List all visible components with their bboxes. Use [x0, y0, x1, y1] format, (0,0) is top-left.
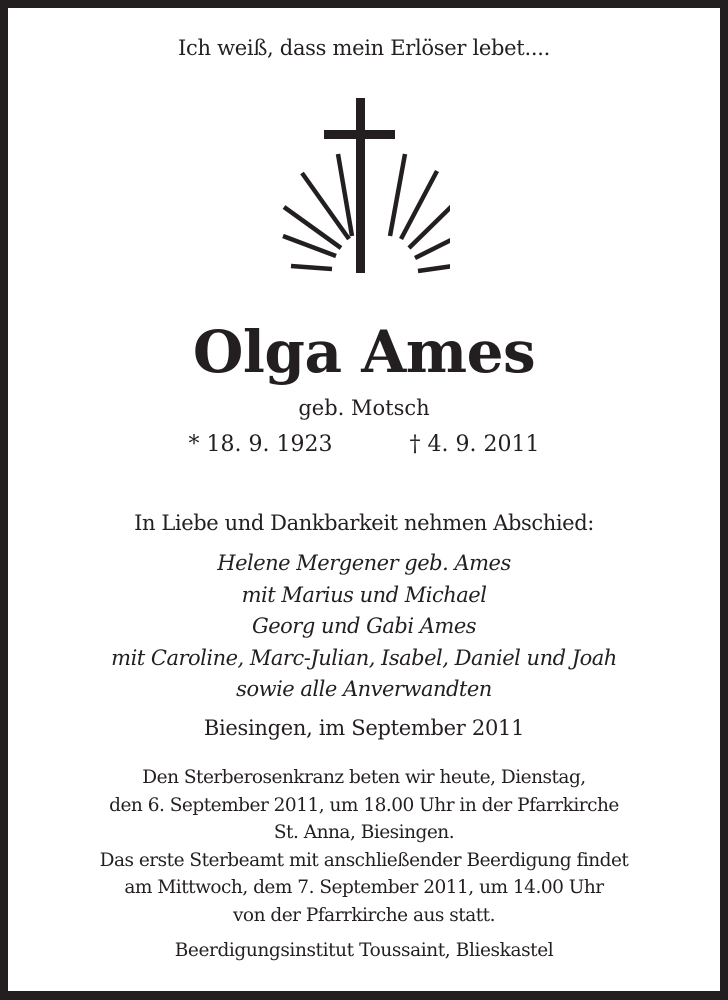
deceased-name: Olga Ames: [192, 318, 536, 386]
maiden-name: geb. Motsch: [298, 396, 430, 420]
mourner-line: sowie alle Anverwandten: [236, 677, 492, 701]
service-info-line: Den Sterberosenkranz beten wir heute, Dienstag,: [142, 767, 586, 788]
mourner-line: Helene Mergener geb. Ames: [217, 551, 511, 575]
service-info-line: den 6. September 2011, um 18.00 Uhr in der Pfarrkirche: [109, 794, 619, 816]
service-info: [8, 764, 720, 929]
mourners-list: [8, 548, 720, 706]
mourner-line: mit Marius und Michael: [241, 582, 487, 607]
life-dates: [8, 432, 720, 457]
service-info-line: von der Pfarrkirche aus statt.: [232, 904, 495, 926]
motto: Ich weiß, dass mein Erlöser lebet....: [178, 36, 550, 60]
place-date: Biesingen, im September 2011: [203, 716, 525, 740]
mourner-line: mit Caroline, Marc-Julian, Isabel, Daniel und Joah: [111, 645, 617, 670]
birth-date: * 18. 9. 1923: [188, 432, 333, 457]
undertaker: Beerdigungsinstitut Toussaint, Blieskastel: [174, 940, 554, 961]
service-info-line: St. Anna, Biesingen.: [273, 822, 455, 843]
farewell-intro: In Liebe und Dankbarkeit nehmen Abschied:: [134, 511, 594, 535]
service-info-line: Das erste Sterbeamt mit anschließender Beerdigung findet: [99, 849, 629, 871]
cross-with-rays-icon: [270, 96, 450, 276]
mourner-line: Georg und Gabi Ames: [251, 614, 477, 638]
death-date: † 4. 9. 2011: [409, 432, 540, 457]
obituary-notice: [8, 8, 720, 991]
service-info-line: am Mittwoch, dem 7. September 2011, um 14.00 Uhr: [124, 877, 604, 898]
